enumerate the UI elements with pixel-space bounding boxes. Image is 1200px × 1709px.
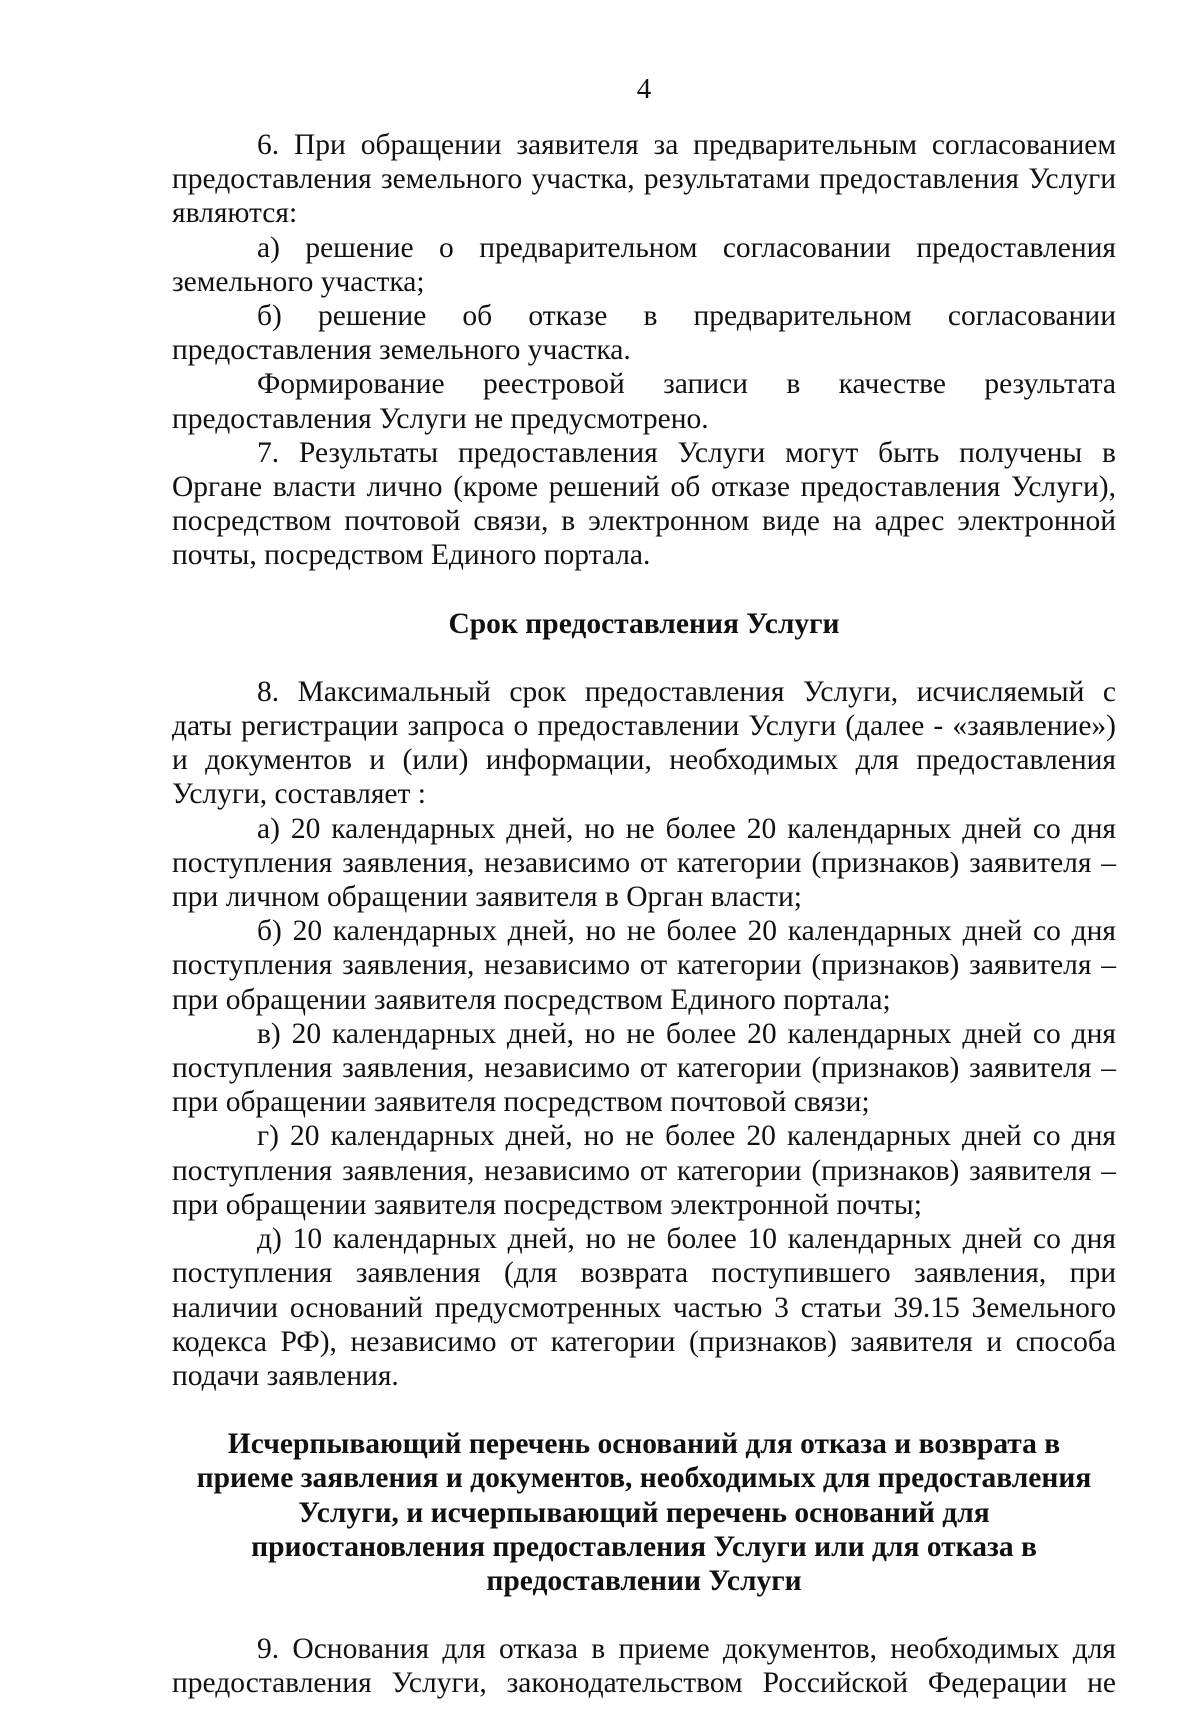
paragraph-8b: б) 20 календарных дней, но не более 20 календарных дней со дня поступления заявления, независимо от категории (признаков) заявителя – при обращении заявителя посредством Единого портала; (172, 915, 1116, 1016)
paragraph-8: 8. Максимальный срок предоставления Услуги, исчисляемый с даты регистрации запроса о предоставлении Услуги (далее - «заявление») и документов и (или) информации, необходимых для предоставления Услуги, составляет : (172, 675, 1116, 811)
paragraph-8d: д) 10 календарных дней, но не более 10 календарных дней со дня поступления заявления (для возврата поступившего заявления, при наличии оснований предусмотренных частью 3 статьи 39.15 Земельного кодекса РФ), независимо от категории (признаков) заявителя и способа подачи заявления. (172, 1223, 1116, 1392)
section-heading-term: Срок предоставления Услуги (448, 607, 840, 640)
paragraph-8g: г) 20 календарных дней, но не более 20 календарных дней со дня поступления заявления, независимо от категории (признаков) заявителя – при обращении заявителя посредством электронной почты; (172, 1120, 1116, 1221)
paragraph-8v: в) 20 календарных дней, но не более 20 календарных дней со дня поступления заявления, независимо от категории (признаков) заявителя – при обращении заявителя посредством почтовой связи; (172, 1017, 1116, 1119)
paragraph-6b: б) решение об отказе в предварительном согласовании предоставления земельного участка. (172, 300, 1116, 367)
page-number: 4 (636, 73, 652, 105)
paragraph-7: 7. Результаты предоставления Услуги могут быть получены в Органе власти лично (кроме решений об отказе предоставления Услуги), посредством почтовой связи, в электронном виде на адрес электронной почты, посредством Единого портала. (172, 436, 1116, 572)
document-body (172, 128, 1116, 1701)
paragraph-8a: а) 20 календарных дней, но не более 20 календарных дней со дня поступления заявления, независимо от категории (признаков) заявителя – при личном обращении заявителя в Орган власти; (172, 812, 1116, 914)
section-heading-grounds: Исчерпывающий перечень оснований для отказа и возврата в приеме заявления и документов, необходимых для предоставления Услуги, и исчерпывающий перечень оснований для приостановления предоставления Услуги или для отказа в предоставлении Услуги (196, 1428, 1092, 1597)
paragraph-9: 9. Основания для отказа в приеме документов, необходимых для предоставления Услуги, законодательством Российской Федерации не (172, 1633, 1116, 1700)
paragraph-registry: Формирование реестровой записи в качестве результата предоставления Услуги не предусмотрено. (172, 368, 1116, 435)
paragraph-6: 6. При обращении заявителя за предварительным согласованием предоставления земельного участка, результатами предоставления Услуги являются: (172, 129, 1116, 230)
paragraph-6a: а) решение о предварительном согласовании предоставления земельного участка; (172, 231, 1116, 298)
